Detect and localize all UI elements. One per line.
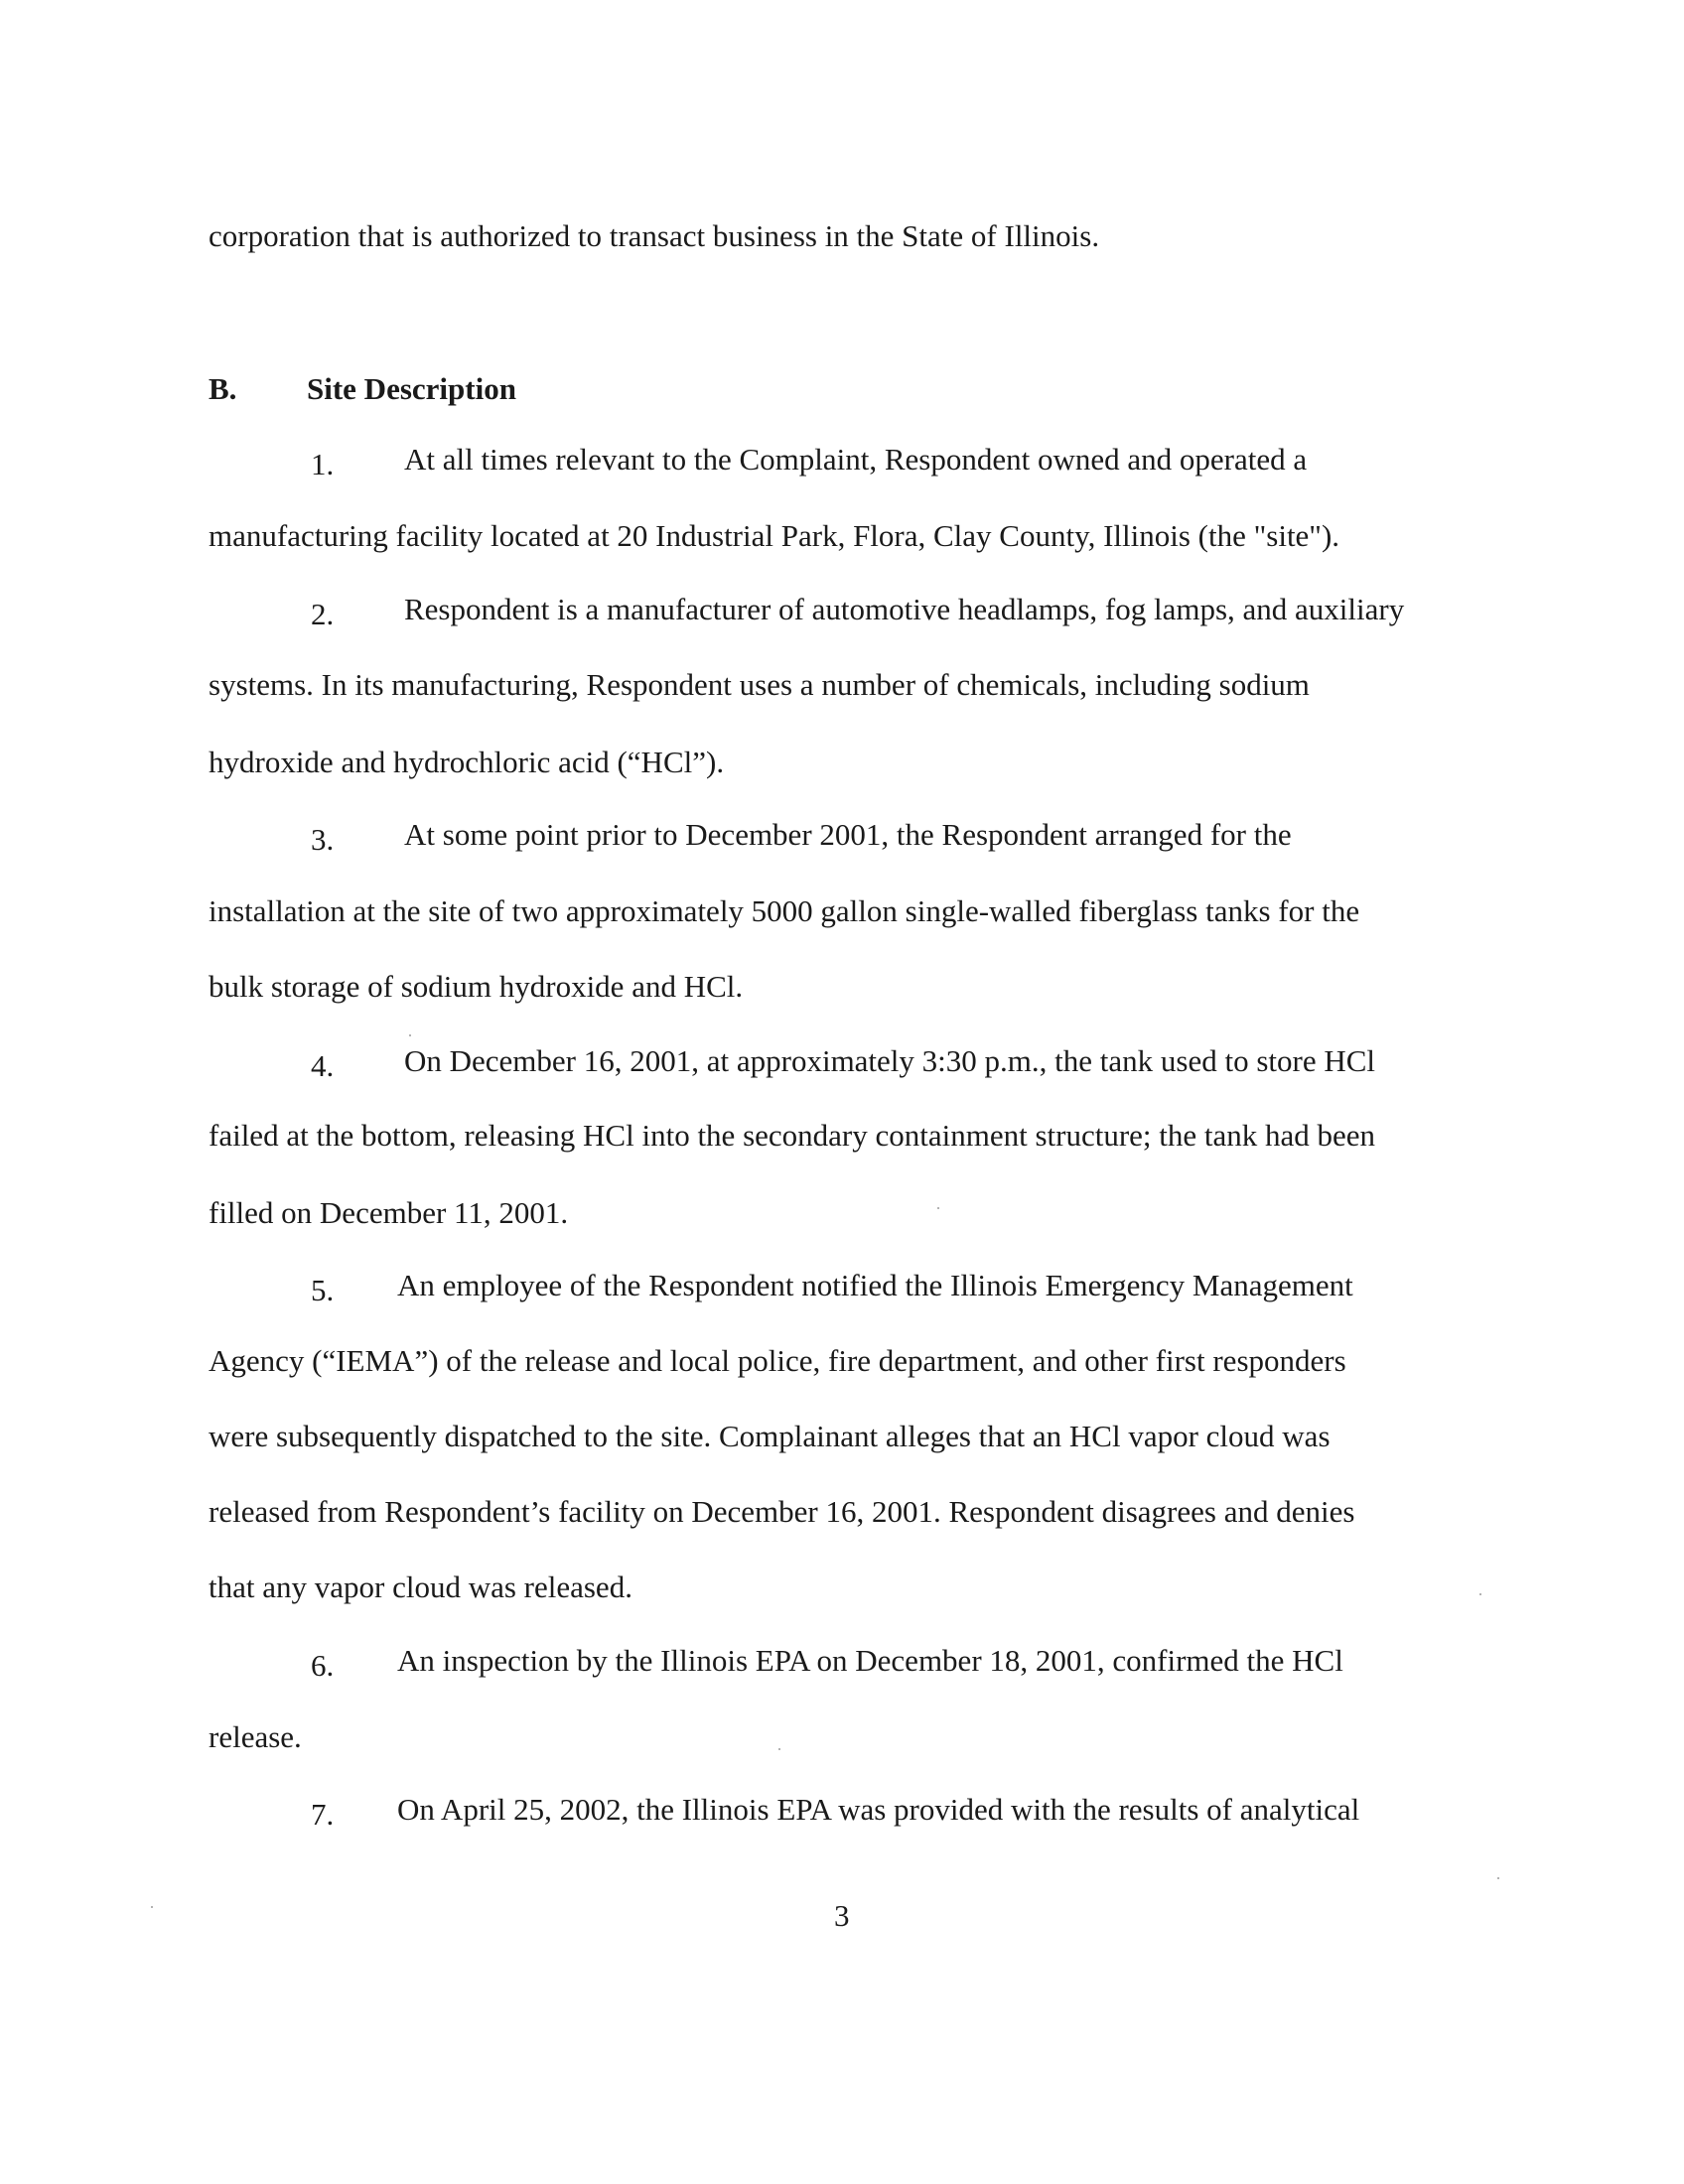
paragraph-number: 6. [311, 1648, 335, 1683]
scan-speck [1497, 1877, 1499, 1879]
paragraph-number: 1. [311, 447, 335, 481]
paragraph-line: hydroxide and hydrochloric acid (“HCl”). [209, 745, 725, 779]
paragraph-line: bulk storage of sodium hydroxide and HCl. [209, 969, 744, 1004]
scan-speck [151, 1906, 153, 1908]
paragraph-line: filled on December 11, 2001. [209, 1195, 569, 1230]
paragraph-line: Respondent is a manufacturer of automotive headlamps, fog lamps, and auxiliary [404, 592, 1405, 626]
scan-speck [778, 1748, 780, 1750]
scan-speck [1479, 1593, 1481, 1595]
paragraph-number: 2. [311, 597, 335, 631]
paragraph-line: On December 16, 2001, at approximately 3:30 p.m., the tank used to store HCl [404, 1043, 1376, 1078]
paragraph-line: At some point prior to December 2001, the Respondent arranged for the [404, 817, 1292, 852]
paragraph-line: At all times relevant to the Complaint, Respondent owned and operated a [404, 442, 1308, 477]
paragraph-line: systems. In its manufacturing, Respondent uses a number of chemicals, including sodium [209, 667, 1310, 702]
paragraph-line: Agency (“IEMA”) of the release and local police, fire department, and other first responders [209, 1343, 1346, 1378]
section-title: Site Description [307, 371, 516, 406]
paragraph-line: On April 25, 2002, the Illinois EPA was provided with the results of analytical [397, 1792, 1360, 1827]
paragraph-line: were subsequently dispatched to the site. Complainant alleges that an HCl vapor cloud was [209, 1419, 1331, 1453]
section-letter: B. [209, 371, 237, 406]
intro-line: corporation that is authorized to transact business in the State of Illinois. [209, 218, 1100, 253]
paragraph-line: An inspection by the Illinois EPA on December 18, 2001, confirmed the HCl [397, 1643, 1343, 1678]
paragraph-line: installation at the site of two approximately 5000 gallon single-walled fiberglass tanks for the [209, 893, 1360, 928]
paragraph-line: release. [209, 1719, 302, 1754]
paragraph-number: 4. [311, 1048, 335, 1083]
scan-speck [409, 1034, 411, 1036]
paragraph-line: An employee of the Respondent notified the Illinois Emergency Management [397, 1268, 1353, 1302]
paragraph-line: that any vapor cloud was released. [209, 1570, 632, 1604]
paragraph-line: manufacturing facility located at 20 Industrial Park, Flora, Clay County, Illinois (the "site"). [209, 518, 1340, 553]
paragraph-line: released from Respondent’s facility on December 16, 2001. Respondent disagrees and denies [209, 1494, 1355, 1529]
paragraph-number: 7. [311, 1797, 335, 1832]
paragraph-number: 5. [311, 1273, 335, 1307]
scan-speck [937, 1207, 939, 1209]
paragraph-number: 3. [311, 822, 335, 857]
paragraph-line: failed at the bottom, releasing HCl into the secondary containment structure; the tank had been [209, 1118, 1376, 1153]
page-number: 3 [834, 1898, 850, 1933]
